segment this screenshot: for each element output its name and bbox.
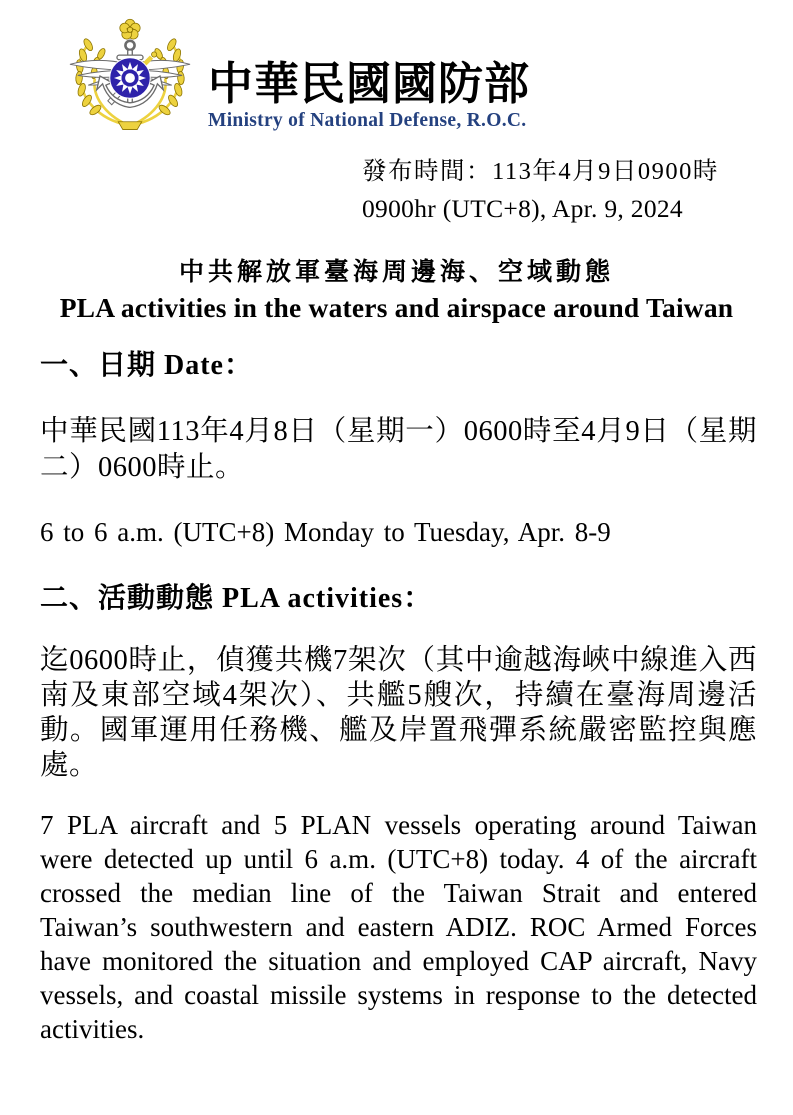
doc-title xyxy=(0,256,793,324)
section-date-body-en: 6 to 6 a.m. (UTC+8) Monday to Tuesday, Apr. 8-9 xyxy=(40,517,611,547)
section-activities-body-zh: 迄0600時止，偵獲共機7架次（其中逾越海峽中線進入西南及東部空域4架次）、共艦5艘次，持續在臺海周邊活動。國軍運用任務機、艦及岸置飛彈系統嚴密監控與應處。 xyxy=(40,645,757,781)
release-time xyxy=(362,153,719,227)
release-time-en: 0900hr (UTC+8), Apr. 9, 2024 xyxy=(362,194,683,223)
sun-disc-icon xyxy=(110,58,150,98)
org-name-block xyxy=(208,59,530,132)
section-date xyxy=(40,348,757,549)
mnd-header xyxy=(58,16,530,140)
section-date-heading: 一、日期 Date： xyxy=(40,350,253,381)
plum-blossom-icon xyxy=(120,19,140,39)
release-time-zh: 發布時間：113年4月9日0900時 xyxy=(362,158,719,185)
org-name-en: Ministry of National Defense, R.O.C. xyxy=(208,110,527,131)
doc-title-zh: 中共解放軍臺海周邊海、空域動態 xyxy=(178,259,614,286)
section-activities xyxy=(40,581,757,1046)
section-activities-body-en: 7 PLA aircraft and 5 PLAN vessels operating around Taiwan were detected up until 6 a.m. (UTC+8) today. 4 of the aircraft crossed the median line of the Taiwan Strait and entered Taiwan’s southwestern and eastern ADIZ. ROC Armed Forces have monitored the situation and employed CAP aircraft, Navy vessels, and coastal missile systems in response to the detected activities. xyxy=(40,810,757,1044)
org-name-zh: 中華民國國防部 xyxy=(208,58,531,109)
doc-body xyxy=(40,348,757,1046)
doc-title-en: PLA activities in the waters and airspace around Taiwan xyxy=(59,292,734,323)
mnd-emblem-icon xyxy=(58,16,202,140)
section-date-body-zh: 中華民國113年4月8日（星期一）0600時至4月9日（星期二）0600時止。 xyxy=(40,416,757,483)
section-activities-heading: 二、活動動態 PLA activities： xyxy=(40,583,433,614)
